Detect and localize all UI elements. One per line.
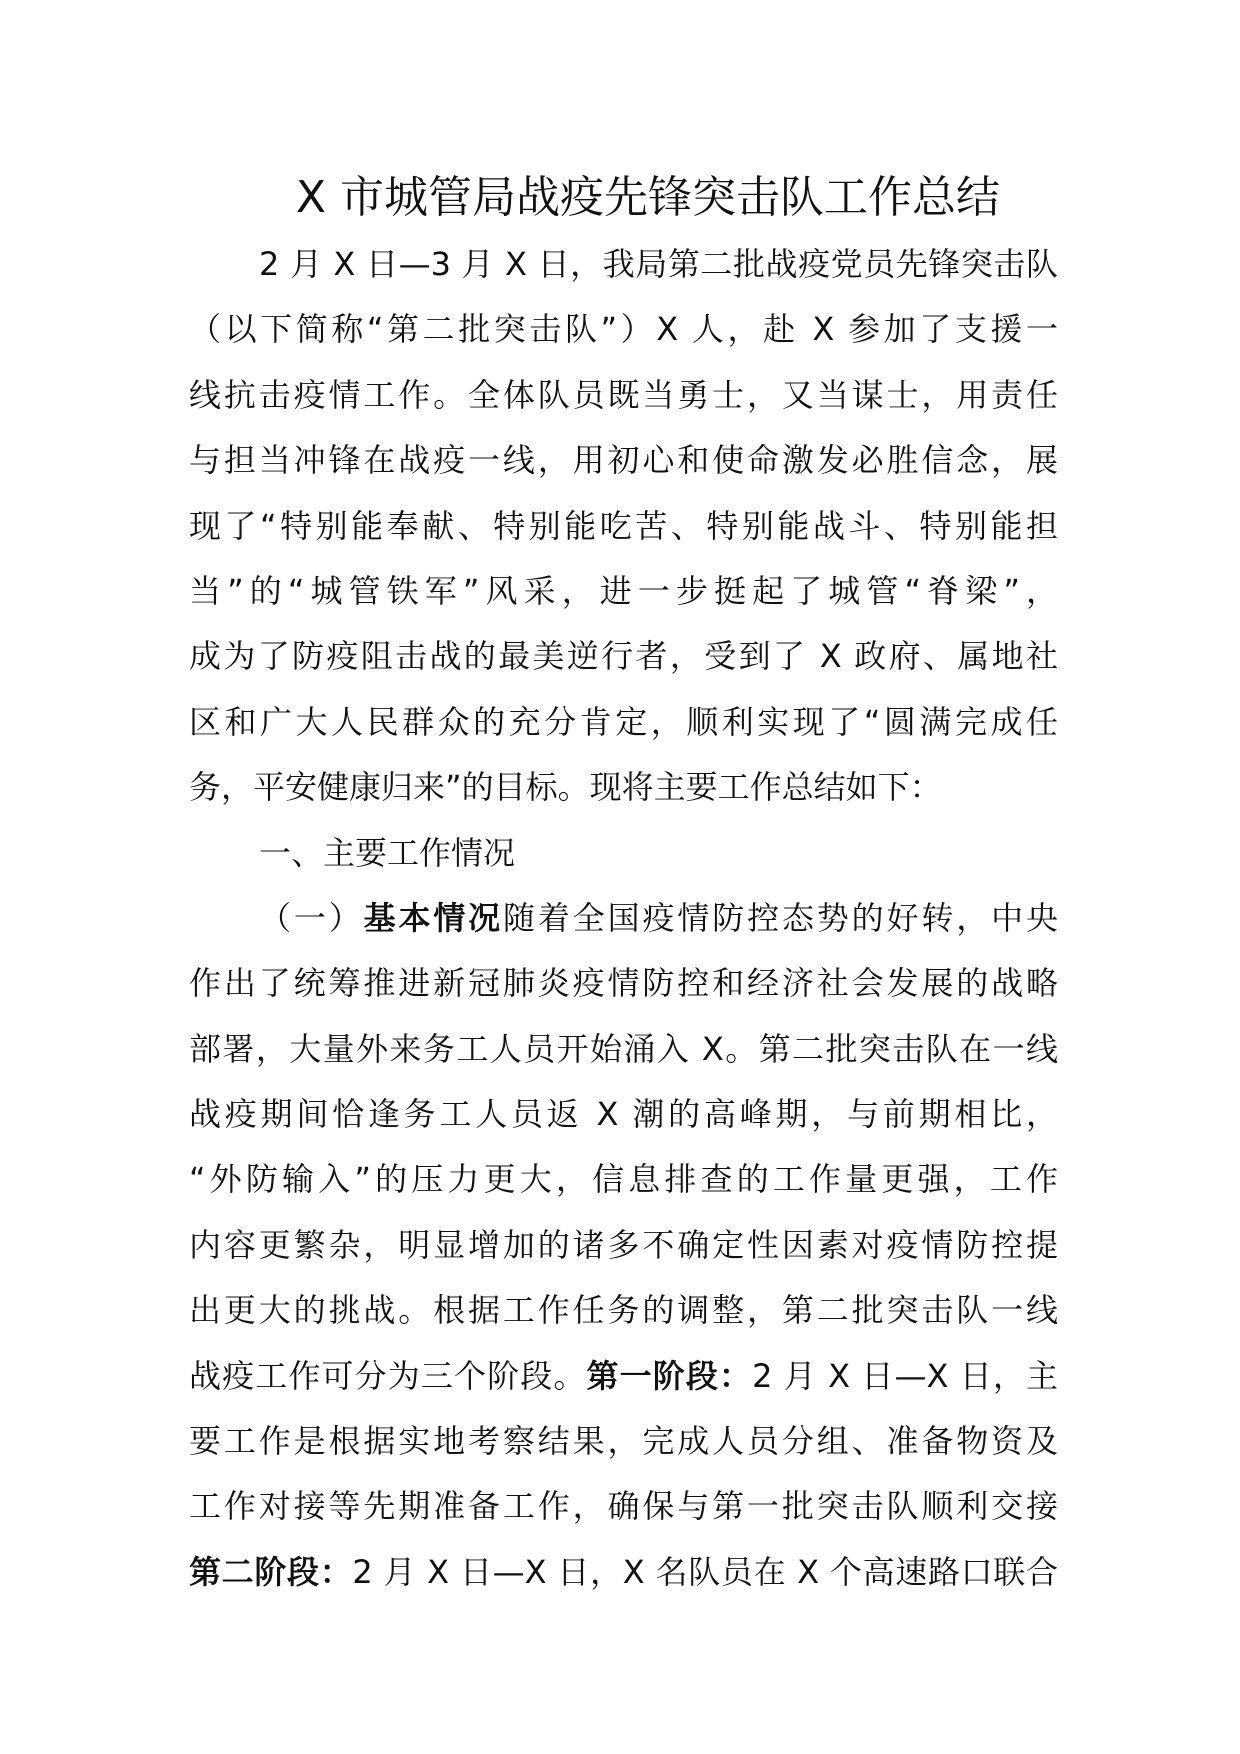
paragraph-line: 务，平安健康归来”的目标。现将主要工作总结如下： [189,768,942,807]
line-text: “外防输入”的压力更大，信息排查的工作量更强，工作 [189,1160,1058,1199]
subsection-number: （一） [259,898,364,937]
paragraph-line [189,1344,1058,1409]
line-text: 2 月 X 日—X 日，X 名队员在 X 个高速路口联合 [352,1552,1058,1591]
line-text: 内容更繁杂，明显增加的诸多不确定性因素对疫情防控提 [189,1225,1058,1264]
line-text: 部署，大量外来务工人员开始涌入 X。第二批突击队在一线 [189,1029,1058,1068]
line-text: 出更大的挑战。根据工作任务的调整，第二批突击队一线 [189,1291,1058,1330]
paragraph-line: 与担当冲锋在战疫一线，用初心和使命激发必胜信念，展 [189,441,1058,480]
paragraph-line [189,1474,1058,1539]
line-text: 要工作是根据实地考察结果，完成人员分组、准备物资及 [189,1422,1058,1461]
line-text: 工作对接等先期准备工作，确保与第一批突击队顺利交接 [189,1487,1058,1526]
paragraph-line: 线抗击疫情工作。全体队员既当勇士，又当谋士，用责任 [189,375,1058,414]
paragraph-line [189,1017,1058,1082]
document-body [189,232,1058,1605]
subsection-title: 基本情况 [363,898,504,937]
line-text: 战疫工作可分为三个阶段。 [189,1356,587,1395]
paragraph-line [189,1278,1058,1343]
paragraph-line: 现了“特别能奉献、特别能吃苦、特别能战斗、特别能担 [189,506,1058,545]
paragraph-line: 当”的“城管铁军”风采，进一步挺起了城管“脊梁”， [189,571,1058,610]
paragraph-line: 2 月 X 日—3 月 X 日，我局第二批战疫党员先锋突击队 [259,245,1058,283]
paragraph-line [189,1147,1058,1212]
paragraph-line [189,1409,1058,1474]
line-text: 随着全国疫情防控态势的好转，中央 [503,898,1058,937]
phase-one-label: 第一阶段： [586,1356,753,1395]
section-heading: 一、主要工作情况 [259,833,516,872]
paragraph-line [189,1082,1058,1147]
line-text: 2 月 X 日—X 日，主 [752,1356,1058,1395]
line-text: 作出了统筹推进新冠肺炎疫情防控和经济社会发展的战略 [189,964,1058,1003]
paragraph-line [189,1213,1058,1278]
paragraph-line [189,951,1058,1016]
phase-two-label: 第二阶段： [189,1552,353,1591]
paragraph-line: 区和广大人民群众的充分肯定，顺利实现了“圆满完成任 [189,702,1058,741]
paragraph-line: 成为了防疫阻击战的最美逆行者，受到了 X 政府、属地社 [189,637,1058,676]
paragraph-line [189,886,1058,951]
paragraph-line [189,1540,1058,1605]
line-text: 战疫期间恰逢务工人员返 X 潮的高峰期，与前期相比， [189,1095,1058,1134]
document-title: X 市城管局战疫先锋突击队工作总结 [295,172,1001,223]
paragraph-line: （以下简称“第二批突击队”）X 人，赴 X 参加了支援一 [189,310,1058,349]
